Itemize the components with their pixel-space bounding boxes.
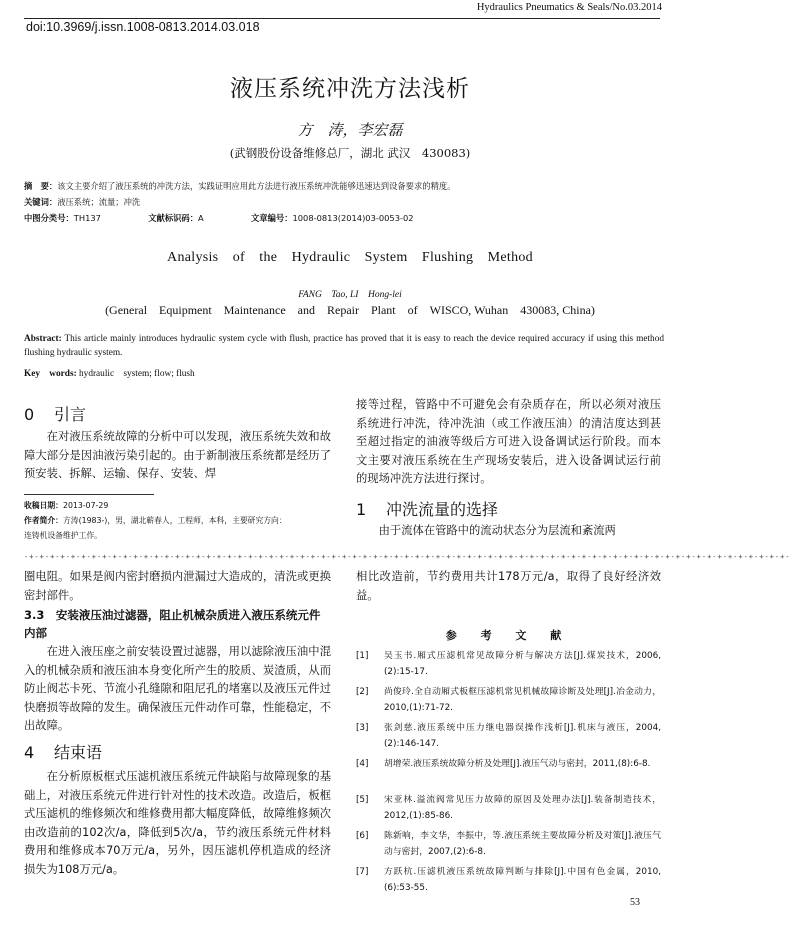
reference-item xyxy=(356,828,661,860)
reference-number: [2] xyxy=(356,687,369,697)
page-number: 53 xyxy=(630,897,640,908)
doc-code-value: A xyxy=(198,213,204,223)
reference-item xyxy=(356,720,661,752)
keywords-zh-text: 液压系统；流量；冲洗 xyxy=(57,197,141,207)
section-0-title: 引言 xyxy=(54,405,87,424)
affiliation-zh: (武钢股份设备维修总厂，湖北 武汉 430083) xyxy=(229,146,471,160)
right-top-paragraph: 接等过程，管路中不可避免会有杂质存在，所以必须对液压系统进行冲洗，待冲洗油（或工作液压油）的清洁度达到甚至超过指定的油液等级后方可进入设备调试运行阶段。而本文主要对液压系统在生产现场安装后，进入设备调试运行前的现场冲洗方法进行探讨。 xyxy=(356,398,661,485)
section-4-heading xyxy=(24,740,102,763)
clc-value: TH137 xyxy=(73,213,101,223)
reference-number: [7] xyxy=(356,867,369,877)
article-no-value: 1008-0813(2014)03-0053-02 xyxy=(292,213,414,223)
doi[interactable]: doi:10.3969/j.issn.1008-0813.2014.03.018 xyxy=(26,20,260,34)
footnote-received-date: 2013-07-29 xyxy=(62,501,109,510)
footnote-rule xyxy=(24,494,154,495)
page-cut-marks: -+-+-+-+-+-+-+-+-+-+-+-+-+-+-+-+-+-+-+-+-+-+-+-+-+-+-+-+-+-+-+-+-+-+-+-+-+-+-+-+-+-+-+-+-+-+-+-+-+-+-+-+-+-+-+-+-+-+-+-+-+-+-+-+-+-+-+-+-+-+-+-+-+- xyxy=(24,553,791,561)
reference-text: 宋亚林.溢流阀常见压力故障的原因及处理办法[J].装备制造技术，2012,(1):85-86. xyxy=(384,795,661,821)
keywords-zh-label: 关键词： xyxy=(24,197,58,207)
reference-text: 胡增荣.液压系统故障分析及处理[J].液压气动与密封，2011,(8):6-8. xyxy=(384,759,651,769)
authors-en: FANG Tao, LI Hong-lei xyxy=(298,290,402,300)
lower-left-paragraph: 圈电阻。如果是阀内密封磨损内泄漏过大造成的，清洗或更换密封部件。 xyxy=(24,570,331,602)
reference-text: 张剑慈.液压系统中压力继电器误操作浅析[J].机床与液压，2004,(2):146-147. xyxy=(384,723,661,749)
reference-text: 陈新响，李文华，李振中，等.液压系统主要故障分析及对策[J].液压气动与密封，2007,(2):6-8. xyxy=(384,831,661,857)
clc-line xyxy=(24,212,414,224)
reference-number: [4] xyxy=(356,759,369,769)
reference-number: [3] xyxy=(356,723,369,733)
doc-code-label: 文献标识码： xyxy=(148,213,199,223)
abstract-zh-text: 该文主要介绍了液压系统的冲洗方法，实践证明应用此方法进行液压系统冲洗能够迅速达到设备要求的精度。 xyxy=(57,181,456,191)
footnote-bio-label: 作者简介： xyxy=(24,516,63,525)
header-rule xyxy=(24,18,660,19)
footnote-bio xyxy=(24,515,287,526)
abstract-zh xyxy=(24,180,455,192)
section-1-paragraph: 由于流体在管路中的流动状态分为层流和紊流两 xyxy=(378,524,616,537)
reference-number: [1] xyxy=(356,651,369,661)
right-lower-paragraph: 相比改造前，节约费用共计178万元/a，取得了良好经济效益。 xyxy=(356,570,661,602)
section-0-heading xyxy=(24,402,86,425)
section-4-paragraph: 在分析原板框式压滤机液压系统元件缺陷与故障现象的基础上，对液压系统元件进行针对性的技术改造。改造后，板框式压滤机的维修频次和维修费用都大幅度降低，故障维修频次由改造前的102次/a，降低到5次/a，节约液压系统元件材料费用和维修成本70万元/a，另外，因压滤机停机造成的经济损失为108万元/a。 xyxy=(24,770,331,876)
section-3-3-heading: 3.3 安装液压油过滤器，阻止机械杂质进入液压系统元件内部 xyxy=(24,608,321,640)
reference-number: [5] xyxy=(356,795,369,805)
article-no-label: 文章编号： xyxy=(251,213,293,223)
section-3-3-paragraph: 在进入液压座之前安装设置过滤器，用以滤除液压油中混入的机械杂质和液压油本身变化所产生的胶质、炭渣质，从而防止阀芯卡死、节流小孔缝隙和阻尼孔的堵塞以及液压元件过快磨损等故障的发生。确保液压元件动作可靠，性能稳定，不出故障。 xyxy=(24,645,331,732)
keywords-en xyxy=(24,365,195,379)
title-zh: 液压系统冲洗方法浅析 xyxy=(230,76,470,102)
authors-zh: 方 涛，李宏磊 xyxy=(297,121,403,139)
journal-header: Hydraulics Pneumatics & Seals/No.03.2014 xyxy=(476,2,662,13)
abstract-en-text: This article mainly introduces hydraulic system cycle with flush, practice has proved that it is easy to reach the device required accuracy if using this method flushing hydraulic system. xyxy=(24,334,664,358)
references-heading: 参 考 文 献 xyxy=(445,629,572,642)
abstract-zh-label: 摘 要： xyxy=(24,181,58,191)
keywords-zh xyxy=(24,196,140,208)
reference-number: [6] xyxy=(356,831,369,841)
reference-text: 尚俊玲.全自动厢式板框压滤机常见机械故障诊断及处理[J].冶金动力，2010,(1):71-72. xyxy=(384,687,661,713)
reference-item xyxy=(356,756,661,772)
footnote-received xyxy=(24,500,108,511)
reference-item xyxy=(356,792,661,824)
reference-item xyxy=(356,648,661,680)
reference-item xyxy=(356,864,661,896)
section-1-title: 冲洗流量的选择 xyxy=(386,500,499,519)
affiliation-en: (General Equipment Maintenance and Repair Plant of WISCO, Wuhan 430083, China) xyxy=(105,303,595,317)
clc-label: 中图分类号： xyxy=(24,213,74,223)
footnote-bio-text: 方涛(1983-)，男，湖北蕲春人，工程师，本科，主要研究方向： xyxy=(62,516,287,525)
reference-text: 吴玉书.厢式压滤机常见故障分析与解决方法[J].煤炭技术，2006,(2):15-17. xyxy=(384,651,661,677)
footnote-received-label: 收稿日期： xyxy=(24,501,63,510)
keywords-en-text: hydraulic system; flow; flush xyxy=(79,369,195,379)
section-1-heading xyxy=(356,497,498,520)
section-1-number: 1 xyxy=(356,500,367,519)
section-4-title: 结束语 xyxy=(54,743,103,762)
title-en: Analysis of the Hydraulic System Flushing Method xyxy=(167,250,533,265)
section-0-number: 0 xyxy=(24,405,35,424)
reference-text: 方跃杭.压滤机液压系统故障判断与排除[J].中国有色金属，2010,(6):53-55. xyxy=(384,867,661,893)
keywords-en-label: Key words: xyxy=(24,369,77,379)
section-4-number: 4 xyxy=(24,743,35,762)
abstract-en xyxy=(24,332,664,360)
abstract-en-label: Abstract: xyxy=(24,334,62,344)
reference-item xyxy=(356,684,661,716)
footnote-bio-continued: 连铸机设备维护工作。 xyxy=(24,531,102,540)
section-0-paragraph: 在对液压系统故障的分析中可以发现，液压系统失效和故障大部分是因油液污染引起的。由于新制液压系统都是经历了预安装、拆解、运输、保存、安装、焊 xyxy=(24,430,331,480)
